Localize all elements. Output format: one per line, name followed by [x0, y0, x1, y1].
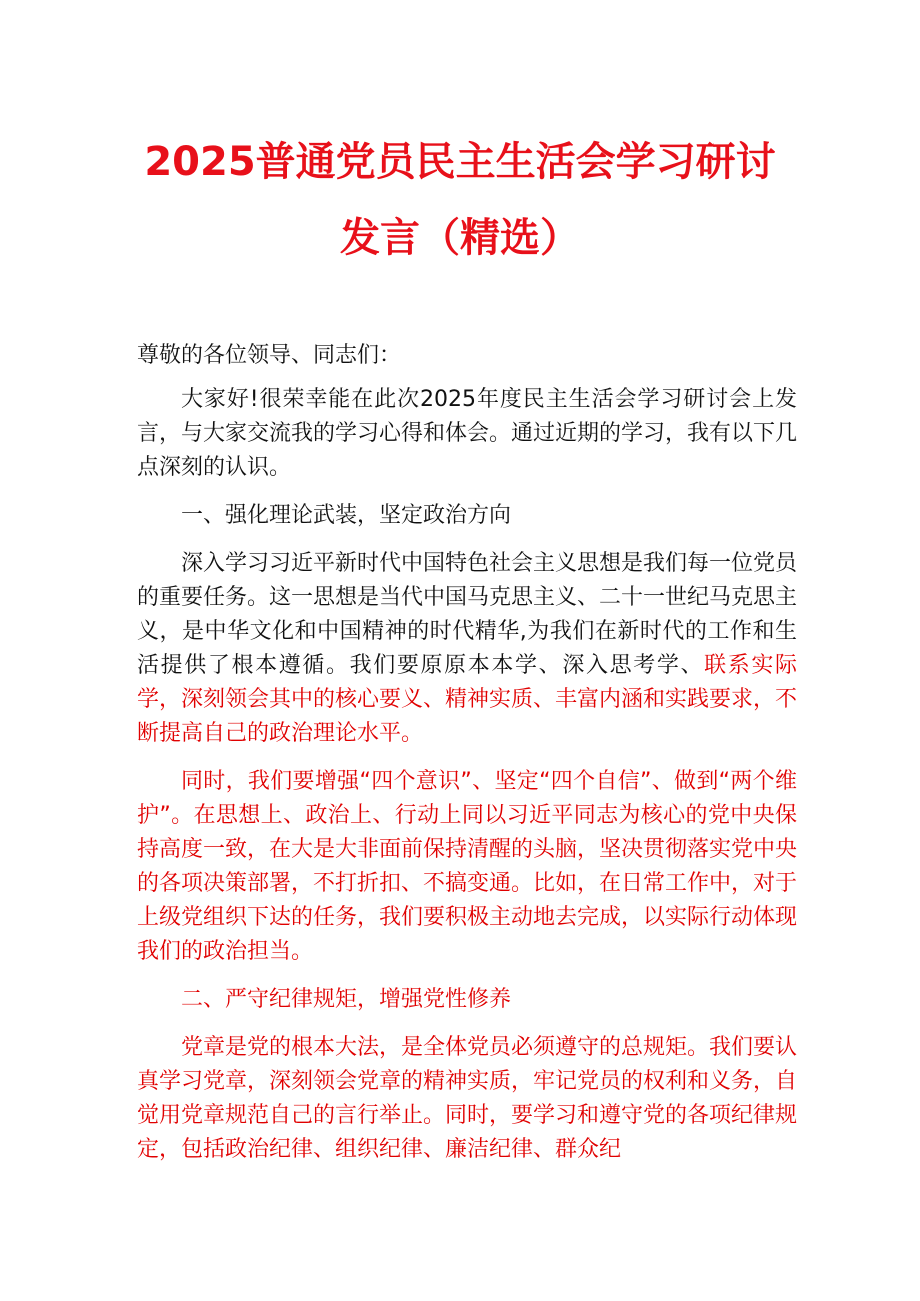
salutation: 尊敬的各位领导、同志们： [137, 343, 402, 368]
text-segment: 二、严守纪律规矩，增强党性修养 [181, 987, 512, 1012]
theory-paragraph [137, 547, 797, 751]
awareness-paragraph [137, 765, 797, 969]
text-segment: 同时，我们要增强“四个意识”、坚定“四个自信”、做到“两个维护”。在思想上、政治上、行动上同以习近平同志为核心的党中央保持高度一致，在大是大非面前保持清醒的头脑，坚决贯彻落实党中央的各项决策部署，不打折扣、不搞变通。比如，在日常工作中，对于上级党组织下达的任务，我们要积极主动地去完成，以实际行动体现我们的政治担当。 [137, 769, 798, 964]
paragraph-list [137, 383, 797, 1167]
document-title-line-1: 2025普通党员民主生活会学习研讨 [144, 139, 776, 185]
section-heading-2 [137, 983, 797, 1017]
text-segment: 深入学习习近平新时代中国特色社会主义思想是我们每一位党员的重要任务。这一思想是当代中国马克思主义、二十一世纪马克思主义，是中华文化和中国精神的时代精华,为我们在新时代的工作和生活提供了根本遵循。我们要原原本本学、深入思考学、 [137, 551, 798, 678]
text-segment: 一、强化理论武装，坚定政治方向 [181, 503, 512, 528]
text-segment: 党章是党的根本大法，是全体党员必须遵守的总规矩。我们要认真学习党章，深刻领会党章的精神实质，牢记党员的权利和义务，自觉用党章规范自己的言行举止。同时，要学习和遵守党的各项纪律规定，包括政治纪律、组织纪律、廉洁纪律、群众纪 [137, 1035, 798, 1162]
intro-paragraph [137, 383, 797, 485]
document-title-line-2: 发言（精选） [340, 215, 580, 261]
text-segment: 联系实际学，深刻领会其中的核心要义、精神实质、丰富内涵和实践要求，不断提高自己的政治理论水平。 [137, 653, 798, 746]
text-segment: 大家好!很荣幸能在此次2025年度民主生活会学习研讨会上发言，与大家交流我的学习心得和体会。通过近期的学习，我有以下几点深刻的认识。 [137, 387, 798, 480]
section-heading-1 [137, 499, 797, 533]
document-body [137, 339, 797, 1181]
discipline-paragraph [137, 1031, 797, 1167]
